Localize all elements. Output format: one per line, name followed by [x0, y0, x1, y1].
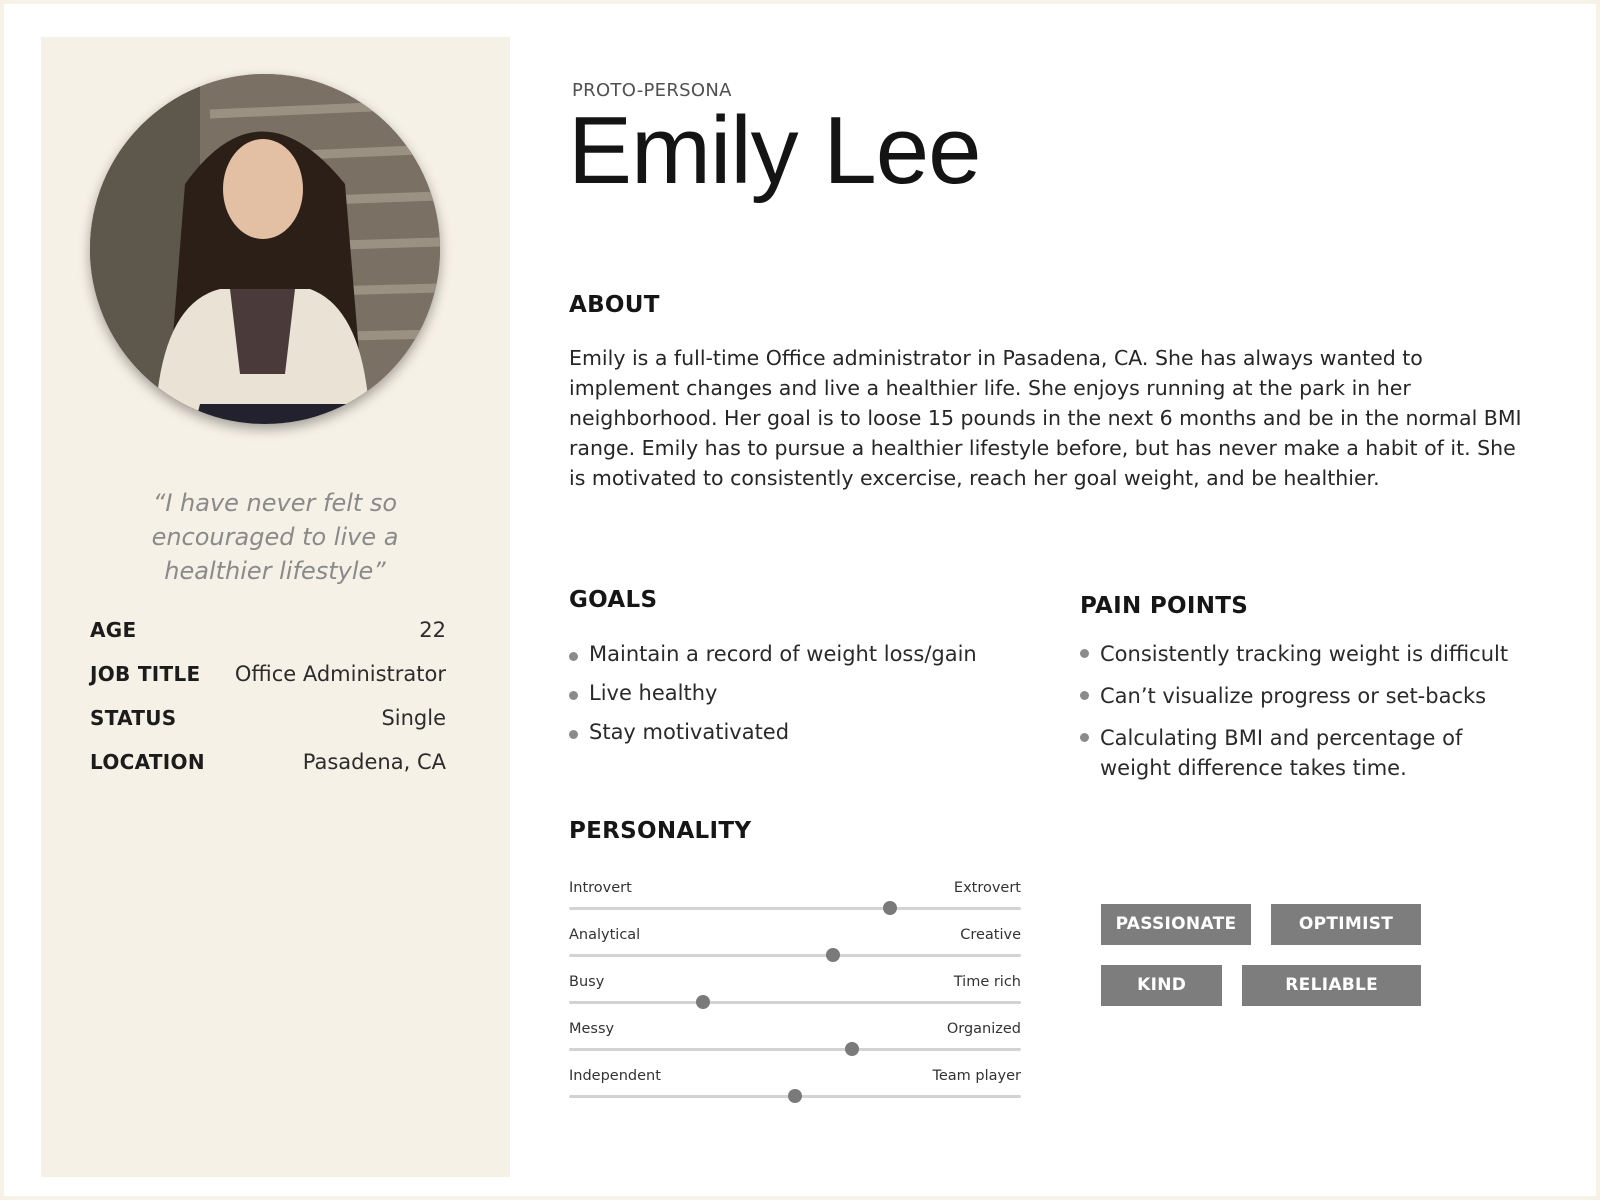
pain-points-list [1080, 639, 1510, 795]
scale-track [569, 1001, 1021, 1004]
scale-knob [826, 948, 840, 962]
scale-right-label: Organized [946, 1021, 1021, 1037]
scale-left-label: Independent [569, 1068, 661, 1084]
persona-name: Emily Lee [568, 97, 981, 204]
personality-traits [1101, 904, 1441, 1026]
fact-label: LOCATION [90, 750, 205, 774]
scale-knob [845, 1042, 859, 1056]
fact-value: 22 [419, 618, 446, 642]
fact-row-location [90, 750, 446, 794]
personality-scale [569, 1021, 1021, 1068]
persona-type-label: PROTO-PERSONA [572, 80, 732, 101]
scale-knob [696, 995, 710, 1009]
persona-quote: “I have never felt so encouraged to live a healthier lifestyle” [151, 489, 399, 585]
goals-list [569, 642, 977, 759]
trait-tag: RELIABLE [1242, 965, 1421, 1006]
scale-track [569, 907, 1021, 910]
scale-knob [788, 1089, 802, 1103]
list-item: Consistently tracking weight is difficult [1080, 639, 1510, 669]
list-item: Stay motivativated [569, 720, 977, 759]
list-item: Maintain a record of weight loss/gain [569, 642, 977, 681]
personality-scale [569, 974, 1021, 1021]
list-item: Can’t visualize progress or set-backs [1080, 681, 1510, 711]
fact-value: Office Administrator [234, 662, 446, 686]
fact-label: AGE [90, 618, 137, 642]
scale-left-label: Analytical [569, 927, 641, 943]
trait-tag: KIND [1101, 965, 1222, 1006]
scale-right-label: Time rich [953, 974, 1021, 990]
about-text: Emily is a full-time Office administrator in Pasadena, CA. She has always wanted to implement changes and live a healthier life. She enjoys running at the park in her neighborhood. Her goal is to loose 15 pounds in the next 6 months and be in the normal BMI range. Emily has to pursue a healthier lifestyle before, but has never make a habit of it. She is motivated to consistently excercise, reach her goal weight, and be healthier. [569, 346, 1522, 490]
list-item: Live healthy [569, 681, 977, 720]
fact-label: JOB TITLE [90, 662, 201, 686]
scale-track [569, 954, 1021, 957]
scale-right-label: Extrovert [953, 880, 1021, 896]
scale-left-label: Introvert [569, 880, 632, 896]
trait-tag: PASSIONATE [1101, 904, 1251, 945]
trait-tag: OPTIMIST [1271, 904, 1421, 945]
scale-track [569, 1048, 1021, 1051]
persona-photo [90, 74, 440, 424]
personality-scale [569, 880, 1021, 927]
fact-value: Pasadena, CA [302, 750, 446, 774]
scale-right-label: Creative [960, 927, 1021, 943]
fact-row-status [90, 706, 446, 750]
pain-points-heading: PAIN POINTS [1080, 593, 1249, 619]
personality-scale [569, 1068, 1021, 1115]
persona-facts [90, 618, 446, 794]
fact-row-job-title [90, 662, 446, 706]
fact-label: STATUS [90, 706, 177, 730]
scale-knob [883, 901, 897, 915]
fact-value: Single [381, 706, 446, 730]
list-item: Calculating BMI and percentage of weight difference takes time. [1080, 723, 1510, 783]
personality-heading: PERSONALITY [569, 818, 752, 844]
about-heading: ABOUT [569, 292, 660, 318]
personality-scale [569, 927, 1021, 974]
scale-right-label: Team player [932, 1068, 1021, 1084]
scale-left-label: Messy [569, 1021, 615, 1037]
goals-heading: GOALS [569, 587, 658, 613]
fact-row-age [90, 618, 446, 662]
personality-scales [569, 880, 1021, 1115]
scale-left-label: Busy [569, 974, 605, 990]
